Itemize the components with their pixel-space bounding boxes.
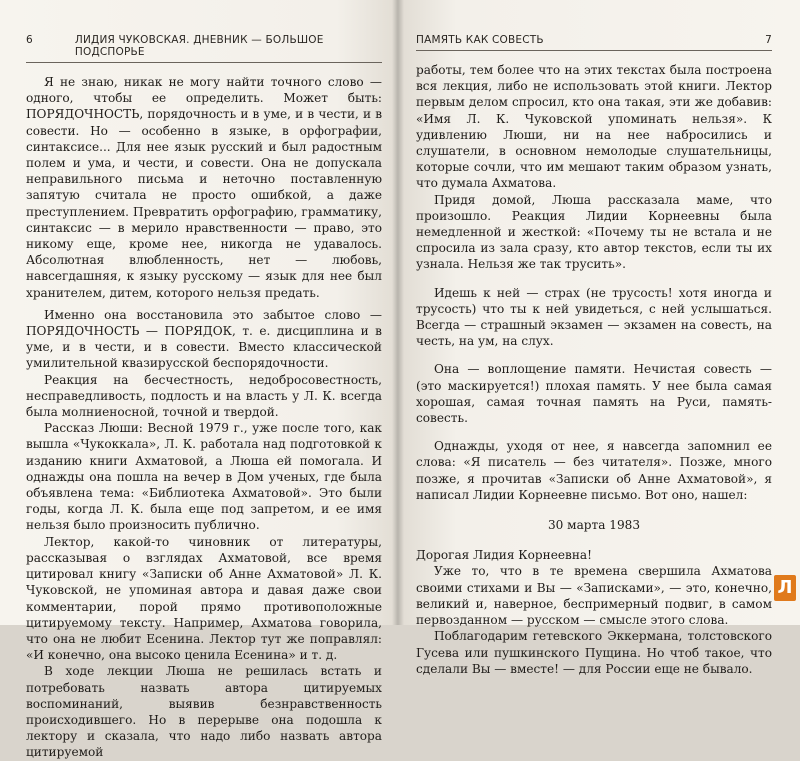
left-body-text: [26, 74, 382, 761]
left-page-number: 6: [26, 34, 33, 46]
paragraph: Она — воплощение памяти. Нечистая совесть — (это маскируется!) плохая память. У нее была самая хорошая, самая точная память на Руси, память-совесть.: [416, 362, 772, 426]
paragraph: Идешь к ней — страх (не трусость! хотя иногда и трусость) что ты к ней увидеться, с ней услышаться. Всегда — страшный экзамен — экзамен на совесть, на честь, на ум, на слух.: [416, 285, 772, 349]
right-page-number: 7: [765, 34, 772, 46]
letter-salutation: Дорогая Лидия Корнеевна!: [416, 548, 592, 563]
paragraph: Именно она восстановила это забытое слово — ПОРЯДОЧНОСТЬ — ПОРЯДОК, т. е. дисциплина и в уме, и в чести, и в совести. Вместо классической умилительной квазирусской беспорядочности.: [26, 307, 382, 371]
right-running-title: ПАМЯТЬ КАК СОВЕСТЬ: [416, 34, 544, 46]
paragraph: Придя домой, Люша рассказала маме, что произошло. Реакция Лидии Корнеевны была немедленной и жесткой: «Почему ты не встала и не спросила из зала сразу, кто автор текстов, если ты их узнала. Нельзя же так трусить».: [416, 192, 772, 272]
paragraph: работы, тем более что на этих текстах была построена вся лекция, либо не использовать этой книги. Лектор первым делом спросил, кто она такая, эти же добавив: «Имя Л. К. Чуковской упоминать нельзя». К удивлению Люши, ни на нее набросились и слушатели, в основном немолодые слушательницы, которые сочли, что им мешают таким образом узнать, что думала Ахматова.: [416, 63, 772, 191]
paragraph: Уже то, что в те времена свершила Ахматова своими стихами и Вы — «Записками», — это, конечно, великий и, наверное, беспримерный подвиг, в самом первозданном — русском — смысле этого слова.: [416, 564, 772, 628]
left-running-head: [26, 34, 382, 63]
paragraph: Поблагодарим гетевского Эккермана, толстовского Гусева или пушкинского Пущина. Но чтоб такое, что сделали Вы — вместе! — для России еще не бывало.: [416, 629, 772, 676]
right-running-head: [416, 34, 772, 51]
paragraph: Рассказ Люши: Весной 1979 г., уже после того, как вышла «Чукоккала», Л. К. работала над подготовкой к изданию книги Ахматовой, а Люша ей помогала. И однажды она пошла на вечер в Дом ученых, где была объявлена тема: «Библиотека Ахматовой». Это были годы, когда Л. К. была еще под запретом, и ее имя нельзя было произносить публично.: [26, 421, 382, 533]
paragraph: Однажды, уходя от нее, я навсегда запомнил ее слова: «Я писатель — без читателя». Позже, много позже, я прочитав «Записки об Анне Ахматовой», я написал Лидии Корнеевне письмо. Вот оно, нашел:: [416, 439, 772, 502]
paragraph: Я не знаю, никак не могу найти точного слово — одного, чтобы ее определить. Может быть: ПОРЯДОЧНОСТЬ, порядочность и в уме, и в чести, и в совести. Но — особенно в языке, в орфографии, синтаксисе... Для нее язык русский и был радостным полем и ума, и чести, и совести. Она не допускала неправильного письма и неточно поставленную запятую считала не просто ошибкой, а даже преступлением. Превратить орфографию, грамматику, синтаксис — в мерило нравственности — право, это никому еще, кроме нее, никогда не удавалось. Абсолютная влюбленность, нет — любовь, навсегдашняя, к языку русскому — язык для нее был хранителем, дитем, которого нельзя предать.: [26, 75, 382, 300]
right-body-text: [416, 62, 772, 677]
paragraph: В ходе лекции Люша не решилась встать и потребовать назвать автора цитируемых воспоминаний, выявив безнравственность происходившего. Но в перерыве она подошла к лектору и сказала, что надо либо назвать автора цитируемой: [26, 664, 382, 760]
letter-date: 30 марта 1983: [547, 518, 641, 533]
left-running-title: ЛИДИЯ ЧУКОВСКАЯ. ДНЕВНИК — БОЛЬШОЕ ПОДСПОРЬЕ: [74, 34, 324, 58]
paragraph: Реакция на бесчестность, недобросовестность, несправедливость, подлость и на власть у Л. К. всегда была молниеносной, точной и твердой.: [26, 372, 382, 420]
left-page: [0, 0, 396, 760]
paragraph: Лектор, какой-то чиновник от литературы, рассказывая о взглядах Ахматовой, все время цитировал книгу «Записки об Анне Ахматовой» Л. К. Чуковской, не упоминая автора и давая даже свои комментарии, порой прямо противоположные цитируемому тексту. Например, Ахматова говорила, что она не любит Есенина. Лектор тут же поправлял: «И конечно, она высоко ценила Есенина» и т. д.: [26, 534, 382, 663]
right-page: [396, 0, 800, 676]
publisher-logo-icon: Л: [774, 575, 796, 601]
